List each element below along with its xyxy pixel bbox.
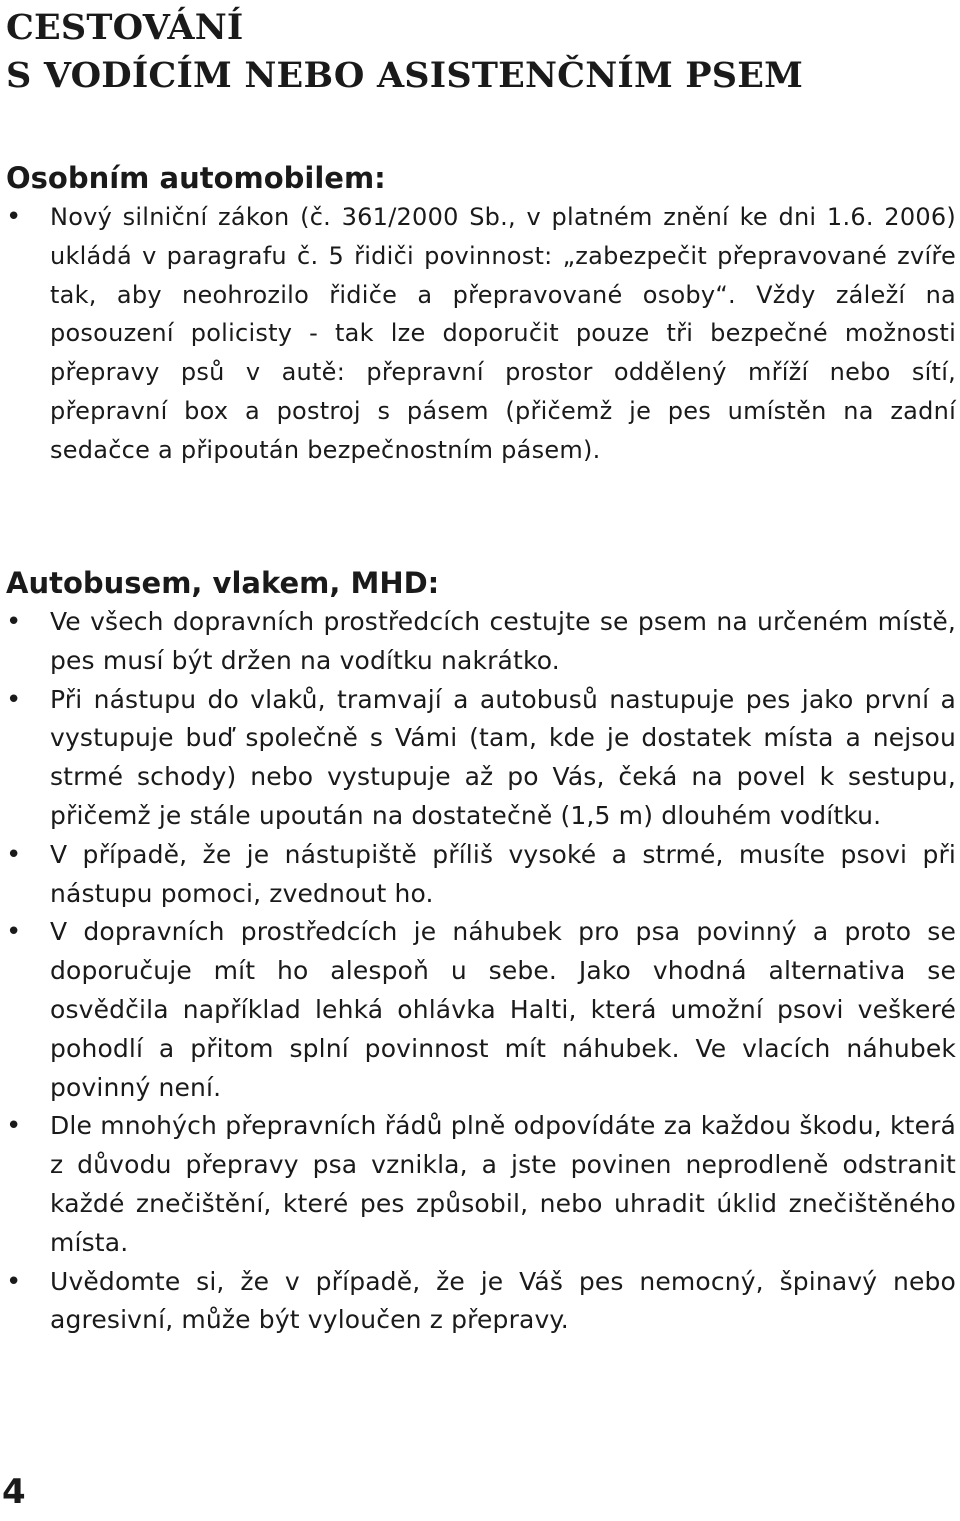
section-car [6, 158, 956, 470]
list-item: • V dopravních prostředcích je náhubek pro psa povinný a proto se doporučuje mít ho alespoň u sebe. Jako vhodná alternativa se osvědčila například lehká ohlávka Halti, která umožní psovi veškeré pohodlí a přitom splní povinnost mít náhubek. Ve vlacích náhubek povinný není. [6, 913, 956, 1107]
list-item: • Dle mnohých přepravních řádů plně odpovídáte za každou škodu, která z důvodu přepravy psa vznikla, a jste povinen neprodleně odstranit každé znečištění, které pes způsobil, nebo uhradit úklid znečištěného místa. [6, 1107, 956, 1262]
section-heading-car: Osobním automobilem: [6, 161, 386, 195]
page-number: 4 [2, 1472, 26, 1512]
page-title-line-2: S VODÍCÍM NEBO ASISTENČNÍM PSEM [6, 55, 804, 96]
list-item: • V případě, že je nástupiště příliš vysoké a strmé, musíte psovi při nástupu pomoci, zvednout ho. [6, 836, 956, 914]
transit-bullet-list [6, 603, 956, 1340]
list-item: • Při nástupu do vlaků, tramvají a autobusů nastupuje pes jako první a vystupuje buď společně s Vámi (tam, kde je dostatek místa a nejsou strmé schody) nebo vystupuje až po Vás, čeká na povel k sestupu, přičemž je stále upoután na dostatečně (1,5 m) dlouhém vodítku. [6, 681, 956, 836]
page-title-line-1: CESTOVÁNÍ [6, 7, 244, 48]
section-transit [6, 563, 956, 1340]
page-title [6, 4, 803, 100]
list-item: • Uvědomte si, že v případě, že je Váš pes nemocný, špinavý nebo agresivní, může být vyloučen z přepravy. [6, 1263, 956, 1341]
car-bullet-list [6, 198, 956, 470]
list-item: • Ve všech dopravních prostředcích cestujte se psem na určeném místě, pes musí být držen na vodítku nakrátko. [6, 603, 956, 681]
section-heading-transit: Autobusem, vlakem, MHD: [6, 566, 440, 600]
list-item: • Nový silniční zákon (č. 361/2000 Sb., v platném znění ke dni 1.6. 2006) ukládá v paragrafu č. 5 řidiči povinnost: „zabezpečit přepravované zvíře tak, aby neohrozilo řidiče a přepravované osoby“. Vždy záleží na posouzení policisty - tak lze doporučit pouze tři bezpečné možnosti přepravy psů v autě: přepravní prostor oddělený mříží nebo sítí, přepravní box a postroj s pásem (přičemž je pes umístěn na zadní sedačce a připoután bezpečnostním pásem). [6, 198, 956, 470]
